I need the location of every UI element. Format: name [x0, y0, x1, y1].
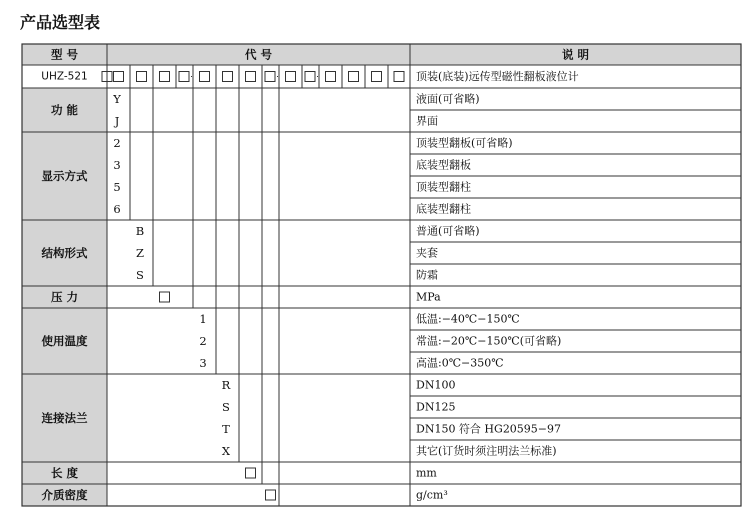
checkbox-icon — [137, 72, 147, 82]
group-label-temperature: 使用温度 — [41, 334, 88, 348]
option-description: DN150 符合 HG20595−97 — [416, 422, 562, 436]
option-code: R — [221, 378, 231, 392]
option-description: MPa — [416, 290, 441, 304]
checkbox-icon — [246, 468, 256, 478]
checkbox-icon — [394, 72, 404, 82]
option-code: Z — [136, 246, 144, 260]
option-code: 2 — [113, 136, 121, 150]
header-code: 代 号 — [244, 47, 273, 62]
checkbox-icon — [265, 72, 275, 82]
group-label-density: 介质密度 — [41, 488, 88, 502]
option-description: mm — [416, 466, 437, 480]
option-code: J — [114, 114, 120, 128]
option-code: S — [222, 400, 230, 414]
option-description: 顶装型翻柱 — [416, 180, 471, 194]
group-label-length: 长 度 — [50, 466, 79, 480]
option-description: 防霜 — [416, 268, 438, 282]
option-code: S — [136, 268, 144, 282]
checkbox-icon — [349, 72, 359, 82]
checkbox-icon — [326, 72, 336, 82]
page-title: 产品选型表 — [20, 13, 101, 32]
checkbox-icon — [305, 72, 315, 82]
option-code: 1 — [199, 312, 207, 326]
checkbox-icon — [160, 292, 170, 302]
group-label-structure: 结构形式 — [41, 246, 88, 260]
header-description: 说 明 — [561, 47, 590, 62]
checkbox-icon — [246, 72, 256, 82]
option-code: T — [222, 422, 230, 436]
checkbox-icon — [223, 72, 233, 82]
header-row-bg — [22, 44, 741, 65]
option-description: 界面 — [416, 114, 438, 128]
option-code: 5 — [113, 180, 121, 194]
option-description: 常温:−20℃−150℃(可省略) — [416, 334, 562, 348]
header-model: 型 号 — [50, 47, 79, 62]
option-code: X — [221, 444, 231, 458]
option-code: 3 — [199, 356, 207, 370]
option-description: 底装型翻柱 — [416, 202, 471, 216]
option-code: B — [135, 224, 145, 238]
checkbox-icon — [179, 72, 189, 82]
checkbox-icon — [266, 490, 276, 500]
group-label-flange: 连接法兰 — [41, 411, 88, 425]
checkbox-icon — [372, 72, 382, 82]
checkbox-icon — [286, 72, 296, 82]
option-code: 2 — [199, 334, 207, 348]
option-description: 其它(订货时须注明法兰标准) — [416, 444, 557, 458]
group-label-pressure: 压 力 — [50, 290, 79, 304]
option-description: g/cm³ — [416, 488, 448, 502]
checkbox-icon — [200, 72, 210, 82]
model-label: UHZ-521 — [41, 70, 88, 83]
option-description: 底装型翻板 — [416, 158, 471, 172]
option-description: 高温:0℃−350℃ — [416, 356, 504, 370]
option-description: DN125 — [416, 400, 456, 414]
option-description: 夹套 — [416, 246, 438, 260]
option-description: 顶装型翻板(可省略) — [416, 136, 513, 150]
option-code: 6 — [113, 202, 121, 216]
option-code: 3 — [113, 158, 121, 172]
group-label-function: 功 能 — [50, 103, 79, 117]
option-description: 液面(可省略) — [416, 92, 480, 106]
checkbox-icon — [114, 72, 124, 82]
option-description: 低温:−40℃−150℃ — [416, 312, 520, 326]
option-description: 普通(可省略) — [416, 224, 480, 238]
checkbox-icon — [160, 72, 170, 82]
group-label-display: 显示方式 — [41, 169, 88, 183]
option-description: DN100 — [416, 378, 456, 392]
option-code: Y — [113, 92, 121, 106]
model-description: 顶装(底装)远传型磁性翻板液位计 — [416, 70, 579, 83]
